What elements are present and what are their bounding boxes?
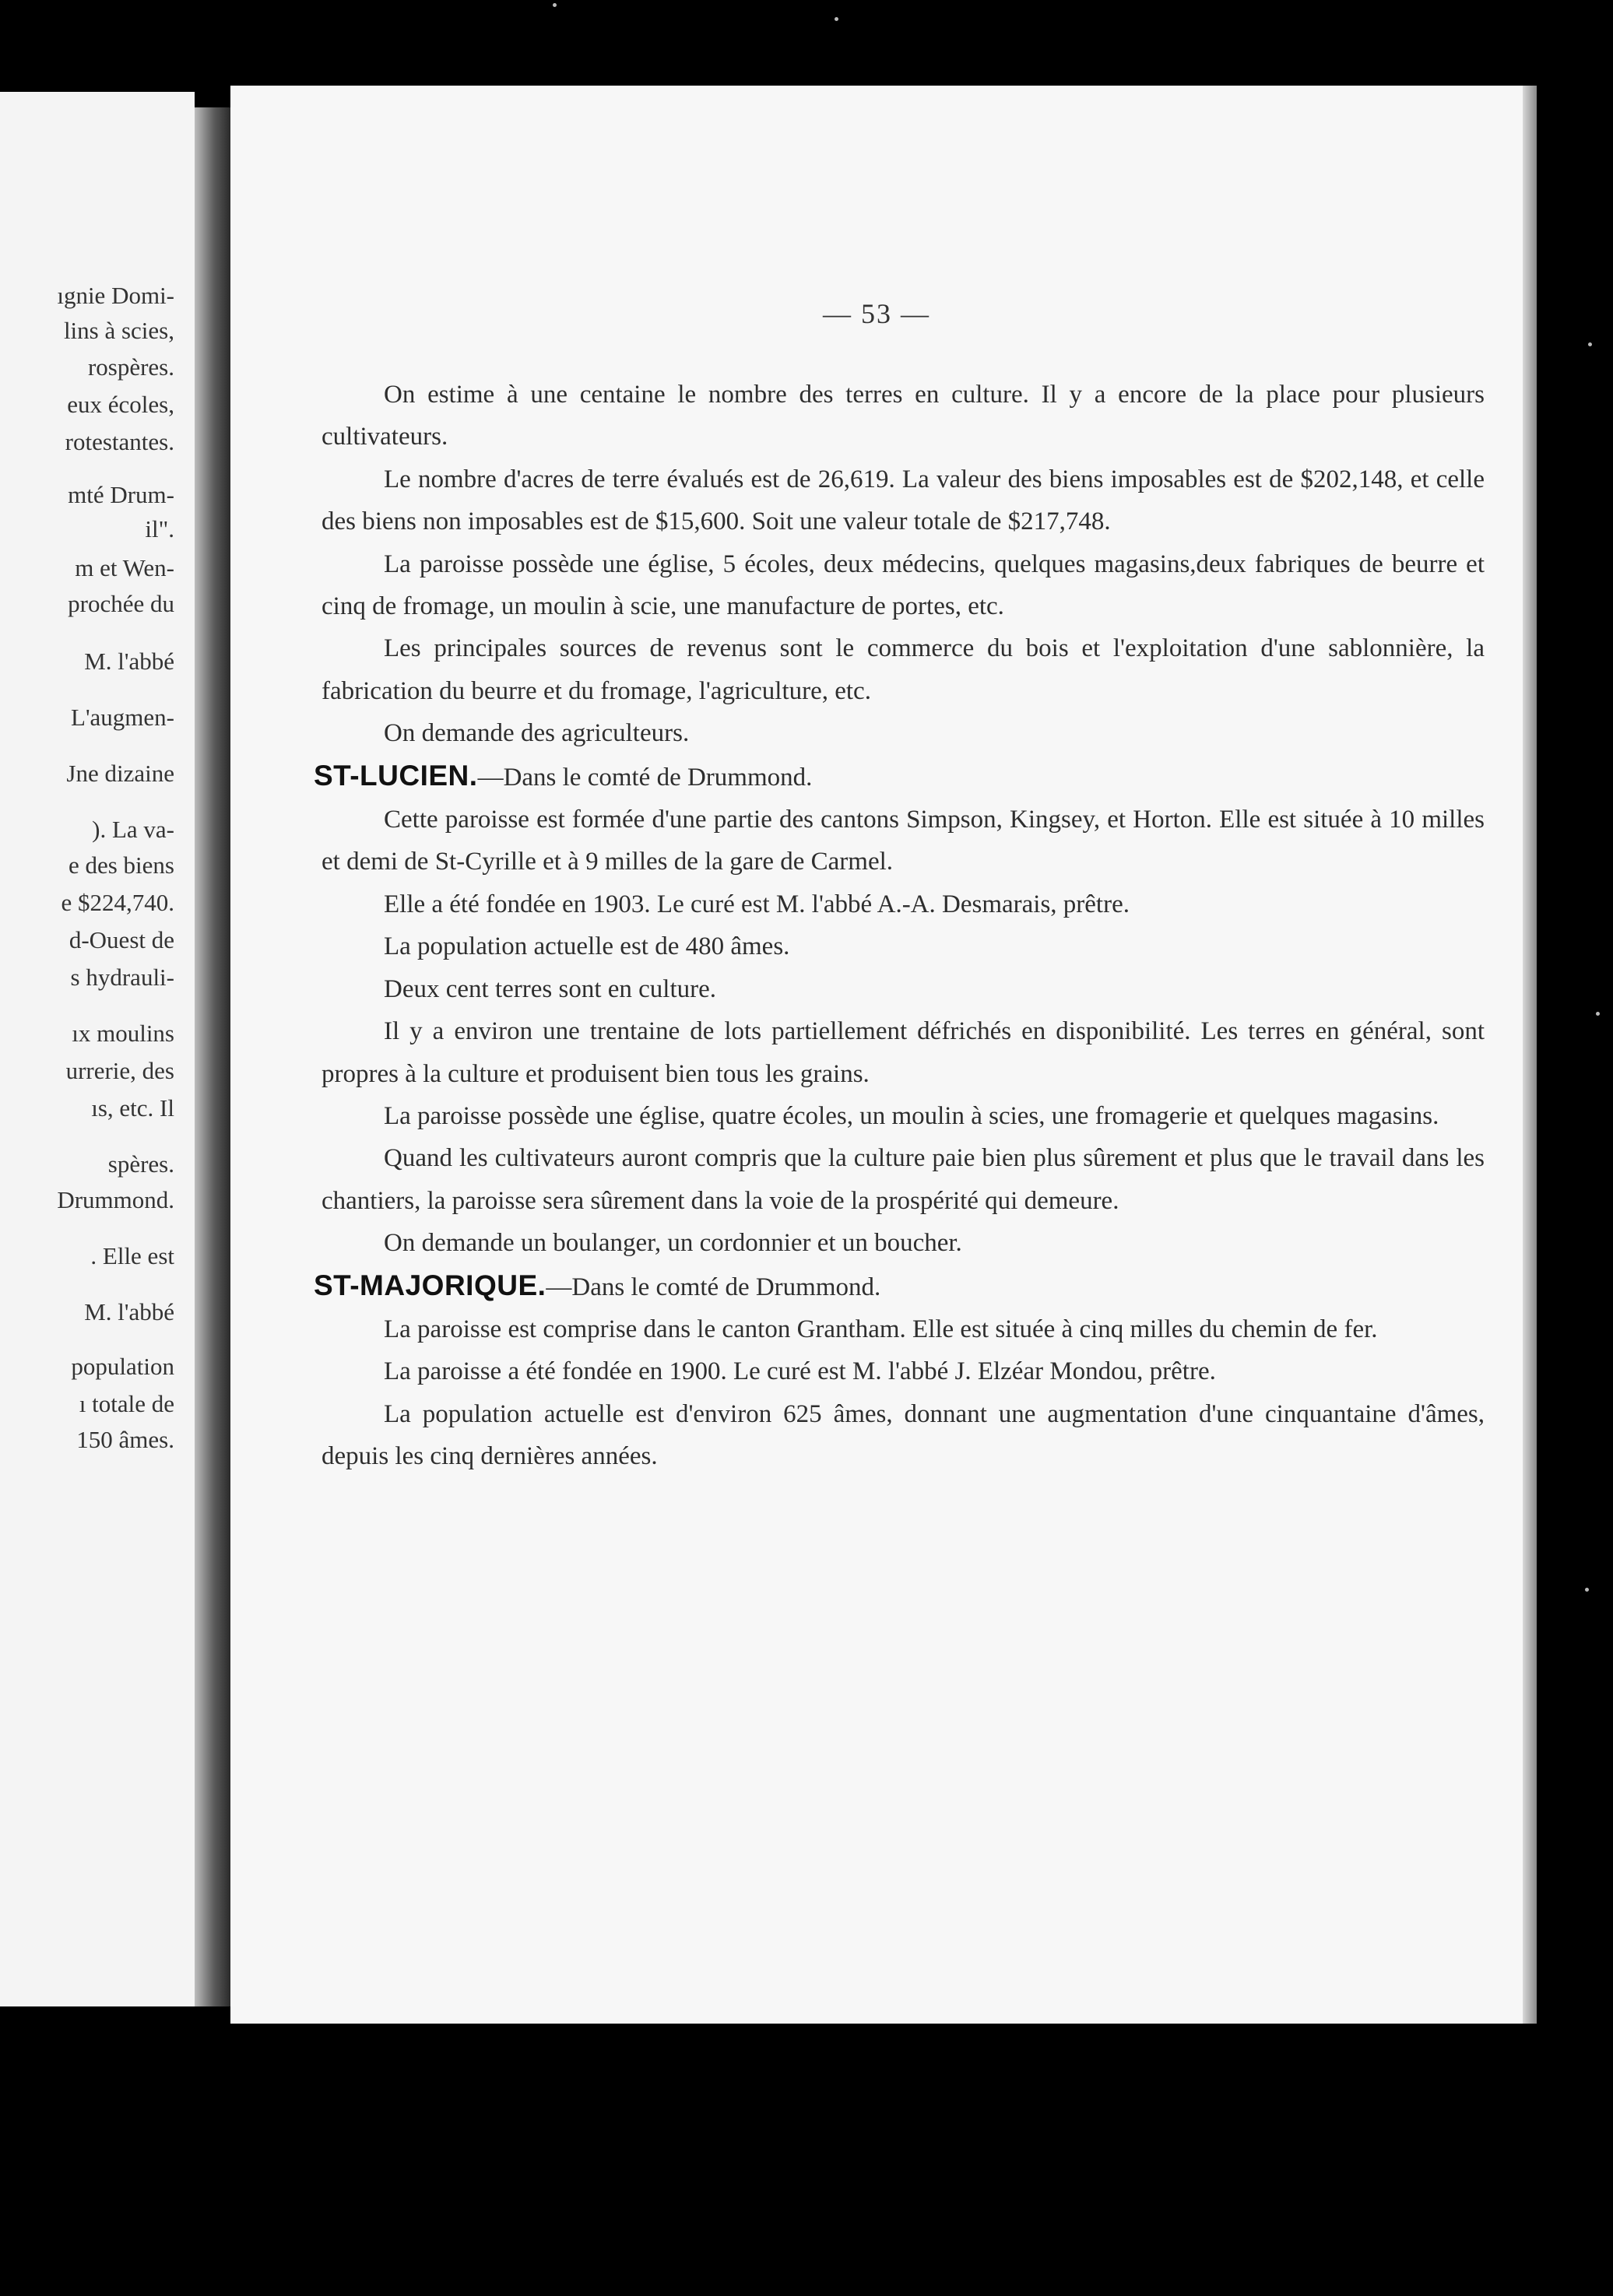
page-body-text [314, 374, 1485, 1478]
previous-page-line: ıgnie Domi- [57, 282, 174, 309]
section-paragraph [314, 755, 1485, 799]
paragraph-text: Cette paroisse est formée d'une partie des cantons Simpson, Kingsey, et Horton. Elle est située à 10 milles et demi de St-Cyrille et à 9 milles de la gare de Carmel. [322, 806, 1485, 876]
previous-page-fragment [0, 92, 195, 2006]
paragraph-text: La paroisse est comprise dans le canton Grantham. Elle est située à cinq milles du chemin de fer. [384, 1315, 1378, 1343]
body-paragraph [322, 1095, 1485, 1137]
previous-page-line: m et Wen- [75, 554, 174, 581]
paragraph-text: —Dans le comté de Drummond. [546, 1273, 881, 1301]
paragraph-text: Le nombre d'acres de terre évalués est de 26,619. La valeur des biens imposables est de $202,148, et celle des biens non imposables est de $15,600. Soit une valeur totale de $217,748. [322, 465, 1485, 536]
paragraph-text: La paroisse a été fondée en 1900. Le curé est M. l'abbé J. Elzéar Mondou, prêtre. [384, 1357, 1216, 1386]
body-paragraph [322, 1393, 1485, 1478]
body-paragraph [322, 458, 1485, 543]
previous-page-line: Drummond. [57, 1186, 174, 1213]
previous-page-line: M. l'abbé [84, 648, 174, 675]
paragraph-text: On demande un boulanger, un cordonnier et un boucher. [384, 1229, 962, 1258]
page-number: — 53 — [823, 298, 930, 329]
previous-page-line: eux écoles, [67, 391, 174, 418]
body-paragraph [322, 543, 1485, 628]
previous-page-line: ıs, etc. Il [91, 1094, 174, 1122]
previous-page-line: lins à scies, [63, 317, 174, 344]
paragraph-text: —Dans le comté de Drummond. [477, 763, 813, 792]
previous-page-line: s hydrauli- [70, 964, 174, 991]
previous-page-line: d-Ouest de [69, 926, 174, 953]
current-page [230, 86, 1523, 2024]
paragraph-text: La population actuelle est d'environ 625 âmes, donnant une augmentation d'une cinquantaine d'âmes, depuis les cinq dernières années. [322, 1399, 1485, 1471]
page-edge-shadow [1523, 86, 1537, 2024]
previous-page-line: L'augmen- [71, 704, 174, 731]
previous-page-line: il". [145, 515, 174, 542]
previous-page-line: prochée du [68, 590, 174, 617]
previous-page-line: 150 âmes. [76, 1426, 174, 1453]
parish-heading: ST-MAJORIQUE. [314, 1269, 546, 1301]
paragraph-text: On estime à une centaine le nombre des terres en culture. Il y a encore de la place pour plusieurs cultivateurs. [322, 381, 1485, 451]
paragraph-text: On demande des agriculteurs. [384, 719, 690, 748]
paragraph-text: Elle a été fondée en 1903. Le curé est M. l'abbé A.-A. Desmarais, prêtre. [384, 890, 1130, 918]
book-gutter-shadow [195, 107, 230, 2006]
previous-page-line: rospères. [87, 353, 174, 381]
parish-heading: ST-LUCIEN. [314, 759, 478, 792]
previous-page-line: mté Drum- [68, 481, 174, 508]
body-paragraph [322, 1350, 1485, 1392]
body-paragraph [322, 1222, 1485, 1264]
body-paragraph [322, 374, 1485, 458]
previous-page-line: Jne dizaine [66, 760, 174, 787]
paragraph-text: La paroisse possède une église, 5 écoles, deux médecins, quelques magasins,deux fabriques de beurre et cinq de fromage, un moulin à scie, une manufacture de portes, etc. [322, 549, 1485, 621]
paragraph-text: Les principales sources de revenus sont le commerce du bois et l'exploitation d'une sablonnière, la fabrication du beurre et du fromage, l'agriculture, etc. [322, 634, 1485, 705]
previous-page-line: e des biens [68, 851, 174, 879]
section-paragraph [314, 1265, 1485, 1308]
previous-page-line: spères. [107, 1150, 174, 1178]
body-paragraph [322, 1137, 1485, 1222]
previous-page-line: ı totale de [79, 1390, 174, 1417]
previous-page-line: rotestantes. [65, 428, 174, 455]
previous-page-line: . Elle est [90, 1242, 174, 1269]
previous-page-line: e $224,740. [61, 889, 174, 916]
previous-page-line: M. l'abbé [84, 1298, 174, 1325]
paragraph-text: Deux cent terres sont en culture. [384, 974, 717, 1003]
paragraph-text: La paroisse possède une église, quatre écoles, un moulin à scies, une fromagerie et quelques magasins. [384, 1101, 1439, 1130]
paragraph-text: Quand les cultivateurs auront compris que la culture paie bien plus sûrement et plus que le travail dans les chantiers, la paroisse sera sûrement dans la voie de la prospérité qui demeure. [322, 1144, 1485, 1215]
body-paragraph [322, 968, 1485, 1010]
body-paragraph [322, 925, 1485, 967]
body-paragraph [322, 799, 1485, 883]
body-paragraph [322, 627, 1485, 712]
body-paragraph [322, 1010, 1485, 1095]
previous-page-line: ). La va- [92, 816, 174, 843]
previous-page-line: ıx moulins [72, 1020, 174, 1047]
paragraph-text: La population actuelle est de 480 âmes. [384, 932, 790, 961]
previous-page-line: urrerie, des [65, 1057, 174, 1084]
previous-page-line: population [71, 1353, 174, 1380]
body-paragraph [322, 883, 1485, 925]
body-paragraph [322, 1308, 1485, 1350]
paragraph-text: Il y a environ une trentaine de lots partiellement défrichés en disponibilité. Les terres en général, sont propres à la culture et produisent bien tous les grains. [322, 1017, 1485, 1088]
body-paragraph [322, 712, 1485, 754]
